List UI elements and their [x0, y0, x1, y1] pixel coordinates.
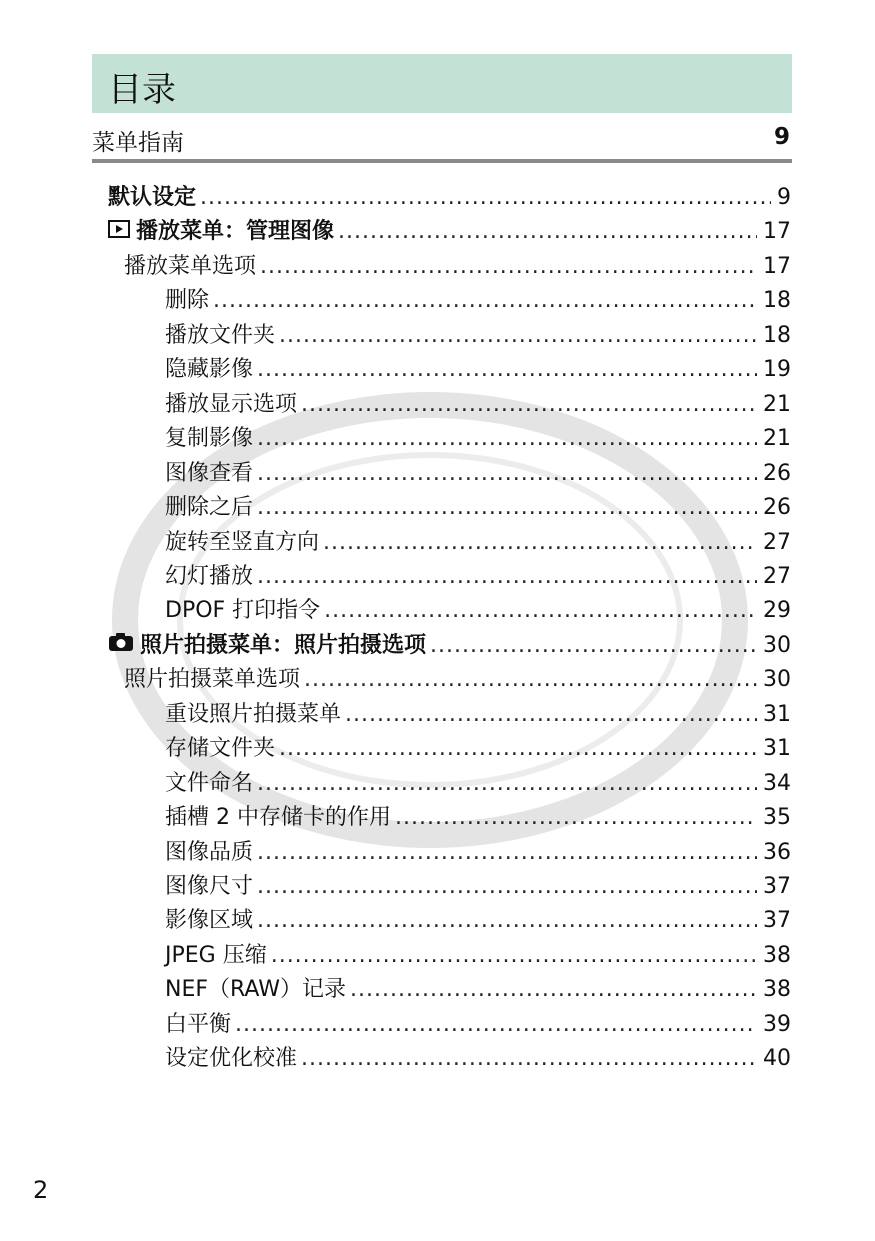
dot-leader	[324, 598, 757, 623]
toc-entry-label: 播放显示选项	[165, 391, 298, 417]
dot-leader	[257, 840, 757, 865]
toc-entry-page: 37	[763, 908, 791, 934]
dot-leader	[257, 564, 757, 589]
toc-entry[interactable]	[165, 972, 791, 1002]
toc-entry-label: 复制影像	[165, 426, 254, 452]
toc-entry[interactable]	[165, 938, 791, 968]
toc-entry-label: 图像尺寸	[165, 874, 254, 899]
toc-entry[interactable]	[165, 525, 791, 555]
section-title: 菜单指南	[92, 130, 184, 156]
toc-entry-label: 重设照片拍摄菜单	[165, 701, 342, 727]
toc-entry-label: 照片拍摄菜单：照片拍摄选项	[140, 632, 427, 658]
dot-leader	[257, 908, 757, 933]
dot-leader	[257, 461, 757, 486]
dot-leader	[235, 1012, 757, 1037]
toc-entry-label: 幻灯播放	[165, 563, 254, 589]
page-title: 目录	[108, 70, 176, 110]
toc-title-band	[92, 54, 792, 113]
toc-entry[interactable]	[165, 766, 791, 796]
dot-leader	[323, 530, 757, 555]
dot-leader	[271, 943, 757, 968]
toc-entry-label: 白平衡	[165, 1011, 232, 1037]
toc-entry[interactable]	[165, 869, 791, 899]
toc-entry[interactable]	[165, 731, 791, 761]
dot-leader	[304, 667, 757, 692]
dot-leader	[200, 185, 771, 210]
toc-entry-page: 40	[763, 1046, 791, 1072]
toc-entry-page: 18	[763, 322, 791, 348]
camera-icon	[108, 632, 134, 658]
toc-entry-page: 39	[763, 1011, 791, 1037]
toc-entry-label: 默认设定	[108, 185, 197, 210]
toc-entry[interactable]	[108, 180, 791, 210]
toc-entry[interactable]	[124, 662, 791, 692]
toc-entry-page: 26	[763, 460, 791, 486]
toc-entry-label: 插槽 2 中存储卡的作用	[165, 805, 391, 831]
toc-entry[interactable]	[165, 387, 791, 417]
toc-entry-label: NEF（RAW）记录	[165, 977, 347, 1003]
toc-entry-label: 隐藏影像	[165, 357, 254, 383]
toc-entry-page: 31	[763, 701, 791, 727]
page-number: 2	[33, 1176, 49, 1204]
toc-entry-page: 30	[763, 667, 791, 693]
toc-entry[interactable]	[165, 490, 791, 520]
dot-leader	[257, 357, 757, 382]
dot-leader	[257, 426, 757, 451]
toc-entry-label: 播放菜单选项	[124, 253, 257, 279]
toc-entry-page: 31	[763, 736, 791, 762]
toc-entry[interactable]	[165, 352, 791, 382]
toc-entry[interactable]	[165, 318, 791, 348]
toc-entry[interactable]	[165, 421, 791, 451]
toc-entry[interactable]	[165, 593, 791, 623]
toc-entry-label: 图像品质	[165, 839, 254, 865]
toc-entry-page: 35	[763, 805, 791, 831]
toc-entry[interactable]	[165, 697, 791, 727]
toc-entry-label: 存储文件夹	[165, 736, 276, 762]
dot-leader	[301, 1046, 757, 1071]
toc-entry-label: DPOF 打印指令	[165, 598, 321, 624]
toc-entry-page: 21	[763, 426, 791, 452]
toc-entry-page: 21	[763, 391, 791, 417]
toc-entry-page: 17	[763, 253, 791, 279]
toc-entry-label: JPEG 压缩	[165, 942, 267, 968]
playback-icon	[108, 219, 130, 244]
toc-entry[interactable]	[165, 559, 791, 589]
toc-entry-page: 37	[763, 874, 791, 899]
toc-entry-label: 删除之后	[165, 495, 254, 521]
toc-entry-label: 影像区域	[165, 908, 254, 934]
toc-entry[interactable]	[165, 800, 791, 830]
dot-leader	[338, 219, 757, 244]
section-heading	[92, 124, 792, 156]
dot-leader	[213, 288, 757, 313]
section-page: 9	[773, 124, 790, 150]
toc-entry-page: 9	[777, 185, 791, 210]
dot-leader	[279, 736, 757, 761]
dot-leader	[279, 323, 757, 348]
toc-entry[interactable]	[165, 835, 791, 865]
toc-entry-page: 19	[763, 357, 791, 383]
dot-leader	[257, 771, 757, 796]
toc-entry-page: 30	[763, 632, 791, 658]
dot-leader	[350, 977, 757, 1002]
dot-leader	[345, 702, 757, 727]
toc-entry-page: 27	[763, 529, 791, 555]
toc-entry-label: 播放文件夹	[165, 322, 276, 348]
toc-entry-page: 34	[763, 770, 791, 796]
toc-entry[interactable]	[108, 214, 791, 244]
toc-entry-page: 17	[763, 219, 791, 245]
dot-leader	[301, 392, 757, 417]
dot-leader	[260, 254, 757, 279]
toc-entry-page: 26	[763, 495, 791, 521]
toc-entry-page: 27	[763, 563, 791, 589]
toc-entry-page: 38	[763, 942, 791, 968]
toc-entry-page: 38	[763, 977, 791, 1003]
dot-leader	[257, 874, 757, 899]
toc-entry-page: 18	[763, 288, 791, 314]
toc-entry-label: 文件命名	[165, 770, 254, 796]
toc-entry-page: 29	[763, 598, 791, 624]
toc-entry-label: 照片拍摄菜单选项	[124, 667, 301, 693]
toc-entry-label: 设定优化校准	[165, 1046, 298, 1072]
toc-entry-label: 旋转至竖直方向	[165, 529, 320, 555]
dot-leader	[395, 805, 757, 830]
toc-entry[interactable]	[124, 249, 791, 279]
toc-entry[interactable]	[165, 1041, 791, 1071]
toc-entry[interactable]	[165, 283, 791, 313]
dot-leader	[430, 633, 757, 658]
toc-entry[interactable]	[165, 903, 791, 933]
toc-entry[interactable]	[165, 456, 791, 486]
toc-entry-label: 图像查看	[165, 460, 254, 486]
dot-leader	[257, 495, 757, 520]
section-divider	[92, 159, 792, 163]
toc-entry-label: 删除	[165, 288, 210, 314]
toc-entry-label: 播放菜单：管理图像	[136, 219, 335, 245]
toc-entry[interactable]	[165, 1007, 791, 1037]
toc-entry-page: 36	[763, 839, 791, 865]
toc-entry[interactable]	[108, 628, 791, 658]
